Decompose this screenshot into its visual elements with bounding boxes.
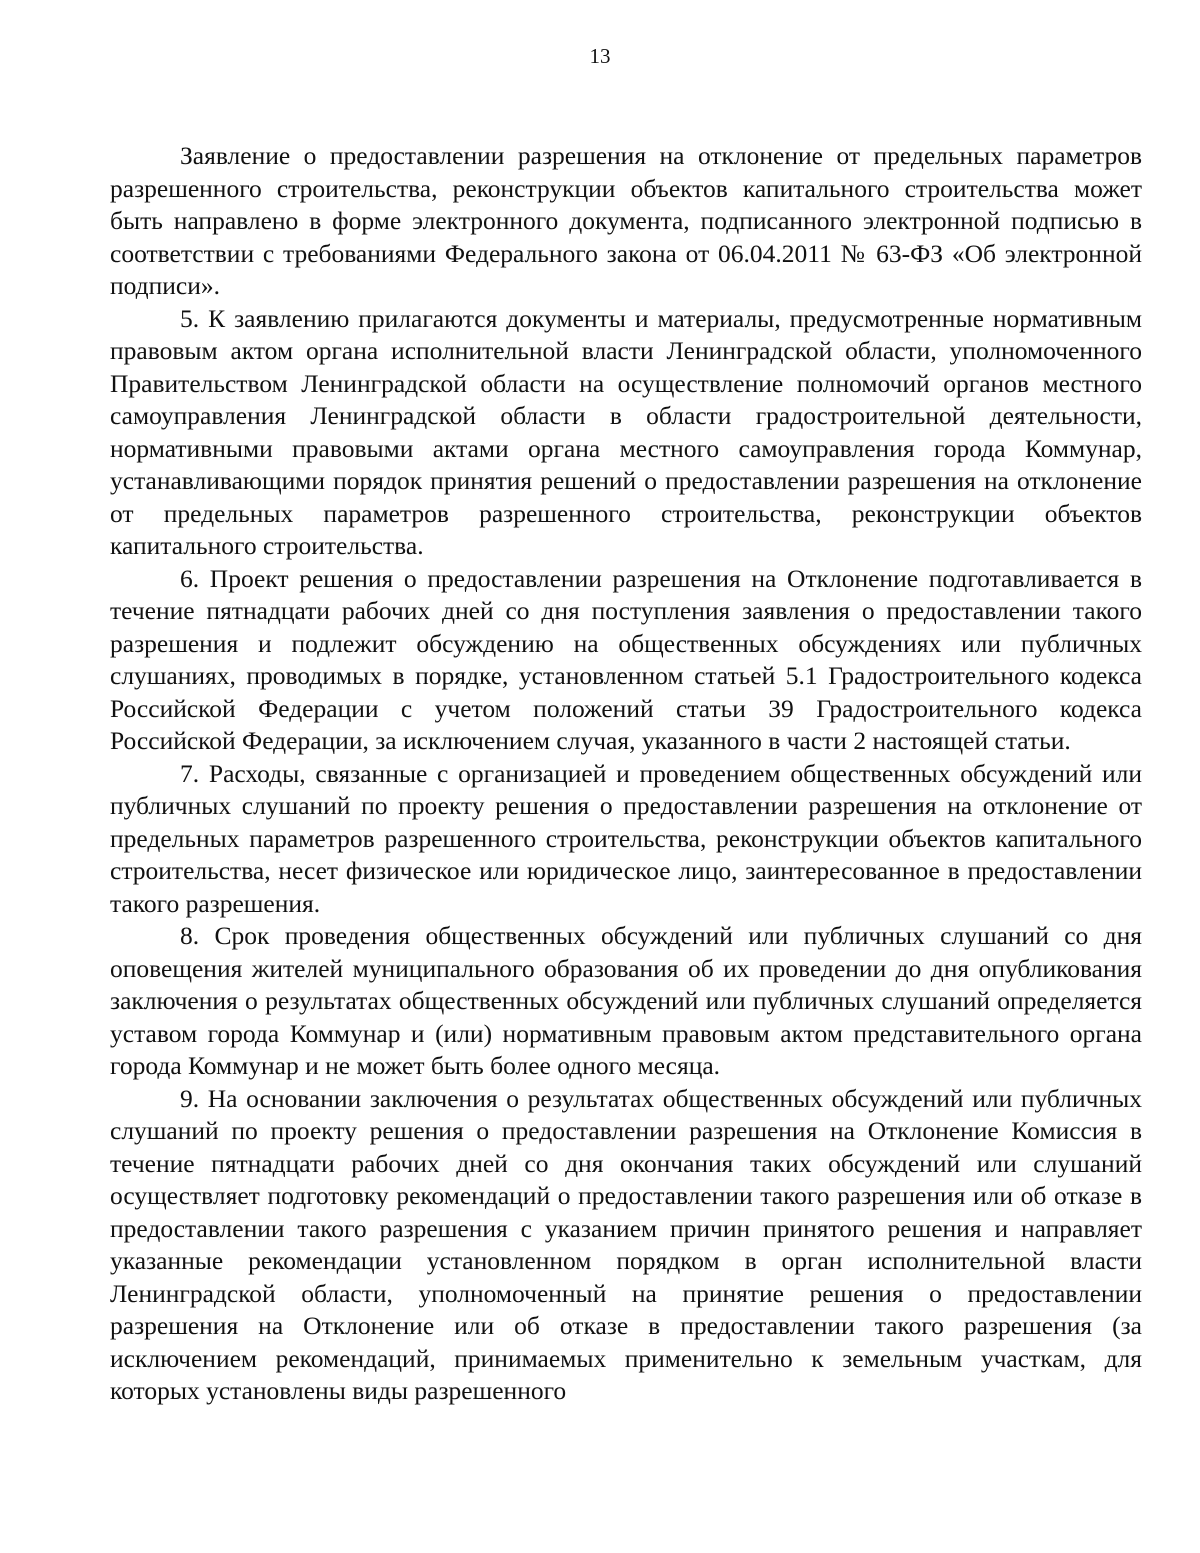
paragraph-item-5: 5. К заявлению прилагаются документы и материалы, предусмотренные нормативным правовым актом органа исполнительной власти Ленинградской области, уполномоченного Правительством Ленинградской области на осуществление полномочий органов местного самоуправления Ленинградской области в области градостроительной деятельности, нормативными правовыми актами органа местного самоуправления города Коммунар, устанавливающими порядок принятия решений о предоставлении разрешения на отклонение от предельных параметров разрешенного строительства, реконструкции объектов капитального строительства. <box>110 303 1142 560</box>
paragraph-item-8: 8. Срок проведения общественных обсуждений или публичных слушаний со дня оповещения жителей муниципального образования об их проведении до дня опубликования заключения о результатах общественных обсуждений или публичных слушаний определяется уставом города Коммунар и (или) нормативным правовым актом представительного органа города Коммунар и не может быть более одного месяца. <box>110 921 1142 1080</box>
paragraph-electronic-application: Заявление о предоставлении разрешения на отклонение от предельных параметров разрешенного строительства, реконструкции объектов капитального строительства может быть направлено в форме электронного документа, подписанного электронной подписью в соответствии с требованиями Федерального закона от 06.04.2011 № 63-ФЗ «Об электронной подписи». <box>110 141 1142 300</box>
page-number: 13 <box>589 44 611 68</box>
document-body <box>110 140 1142 1408</box>
paragraph-item-6: 6. Проект решения о предоставлении разрешения на Отклонение подготавливается в течение пятнадцати рабочих дней со дня поступления заявления о предоставлении такого разрешения и подлежит обсуждению на общественных обсуждениях или публичных слушаниях, проводимых в порядке, установленном статьей 5.1 Градостроительного кодекса Российской Федерации с учетом положений статьи 39 Градостроительного кодекса Российской Федерации, за исключением случая, указанного в части 2 настоящей статьи. <box>110 563 1142 755</box>
paragraph-item-7: 7. Расходы, связанные с организацией и проведением общественных обсуждений или публичных слушаний по проекту решения о предоставлении разрешения на отклонение от предельных параметров разрешенного строительства, реконструкции объектов капитального строительства, несет физическое или юридическое лицо, заинтересованное в предоставлении такого разрешения. <box>110 758 1142 918</box>
paragraph-item-9: 9. На основании заключения о результатах общественных обсуждений или публичных слушаний по проекту решения о предоставлении разрешения на Отклонение Комиссия в течение пятнадцати рабочих дней со дня окончания таких обсуждений или слушаний осуществляет подготовку рекомендаций о предоставлении такого разрешения или об отказе в предоставлении такого разрешения с указанием причин принятого решения и направляет указанные рекомендации установленном порядком в орган исполнительной власти Ленинградской области, уполномоченный на принятие решения о предоставлении разрешения на Отклонение или об отказе в предоставлении такого разрешения (за исключением рекомендаций, принимаемых применительно к земельным участкам, для которых установлены виды разрешенного <box>110 1083 1142 1405</box>
